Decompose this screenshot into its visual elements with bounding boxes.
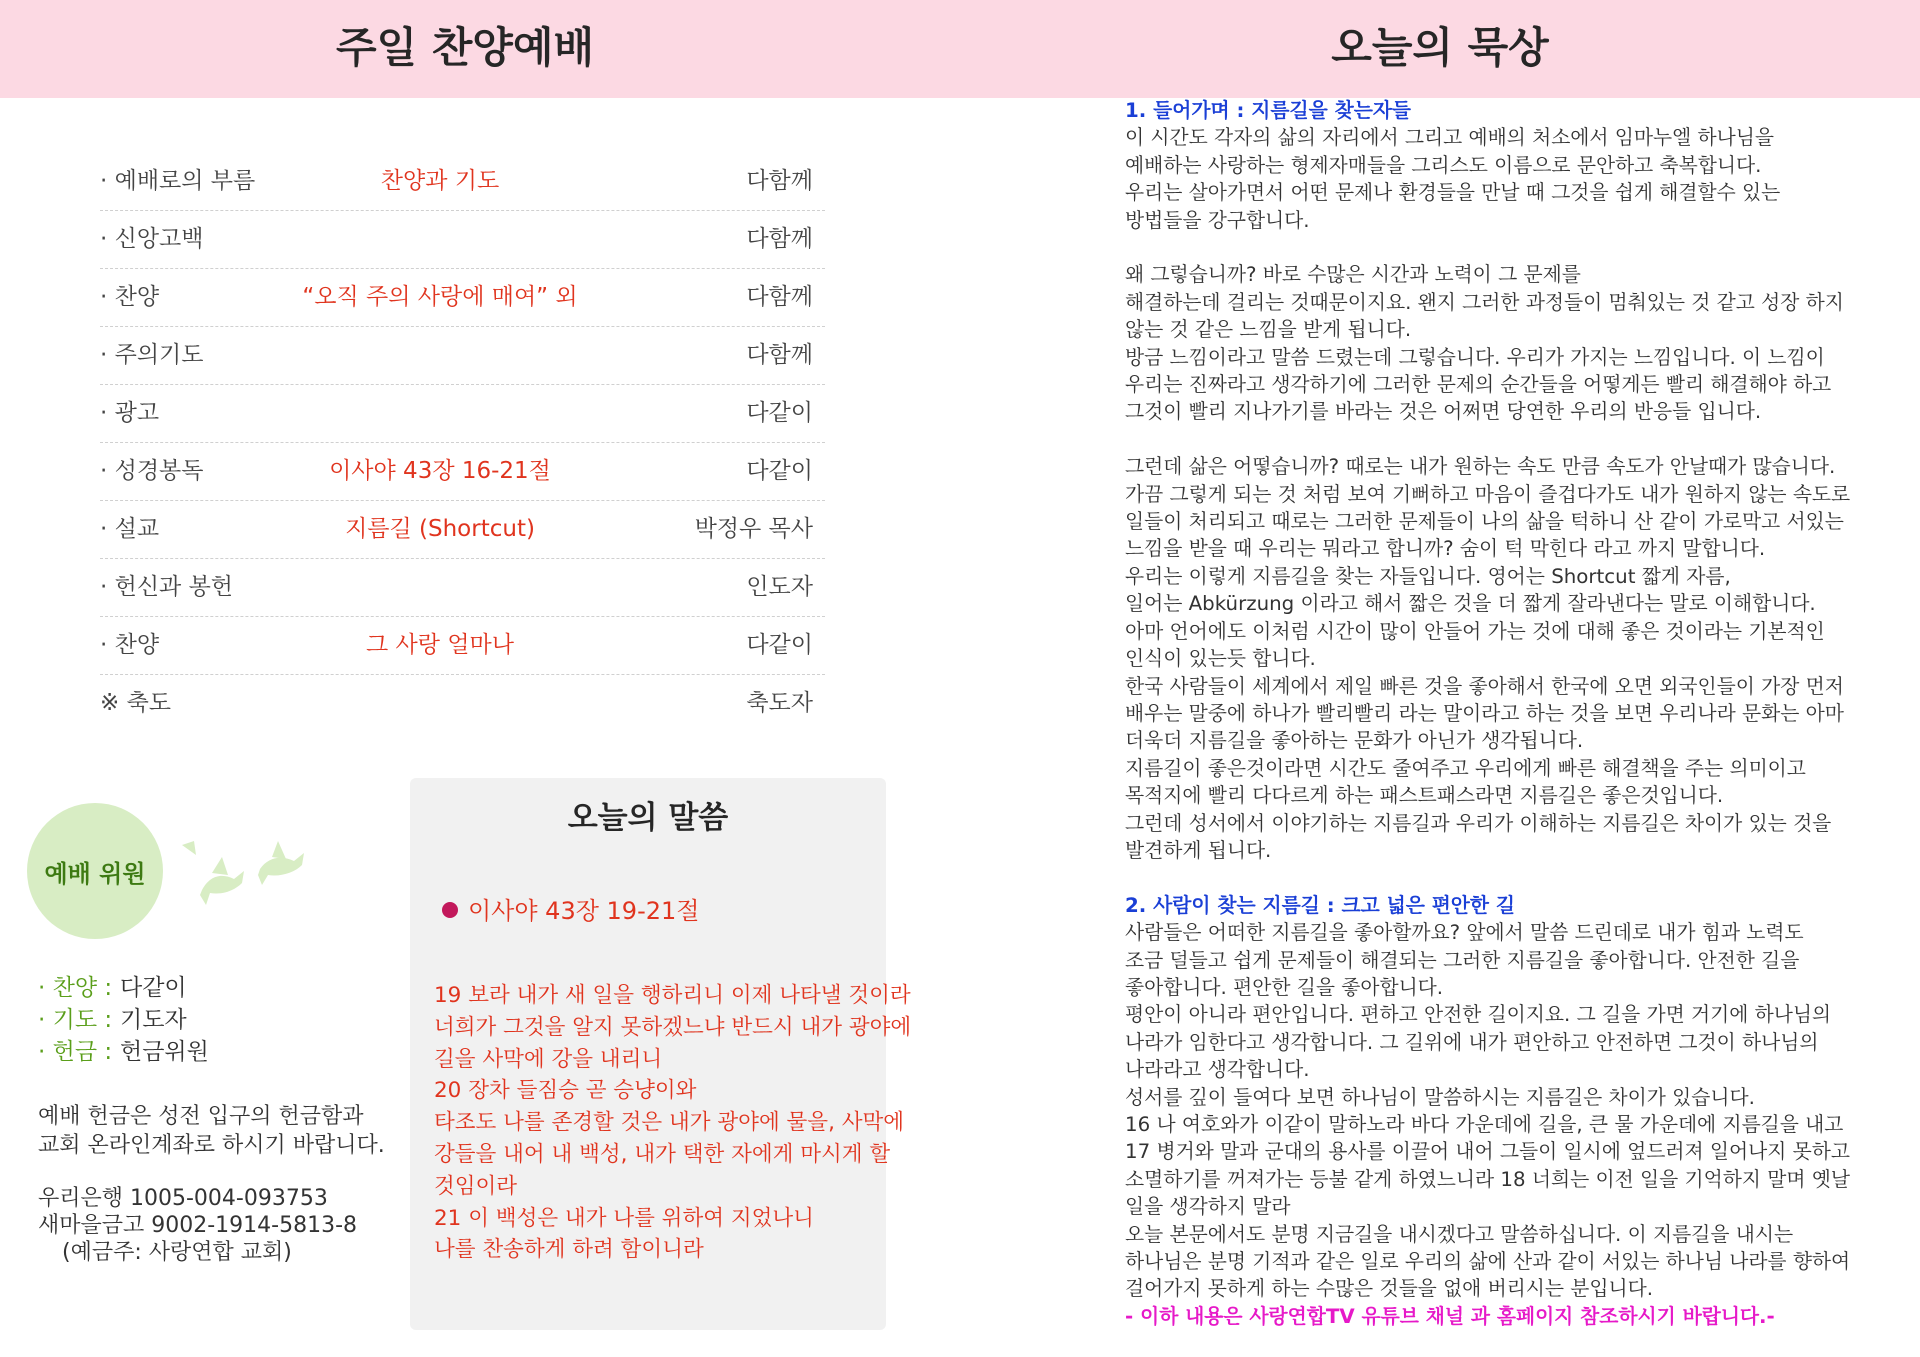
meditation-line: 사람들은 어떠한 지름길을 좋아할까요? 앞에서 말씀 드린데로 내가 힘과 노력도 xyxy=(1125,921,1804,945)
meditation-line: 나라가 임한다고 생각합니다. 그 길위에 내가 편안하고 안전하면 그것이 하나님의 xyxy=(1125,1030,1819,1054)
meditation-line: 일들이 처리되고 때로는 그러한 문제들이 나의 삶을 턱하니 산 같이 가로막고 서있는 xyxy=(1125,510,1844,534)
meditation-line: 17 병거와 말과 군대의 용사를 이끌어 내어 그들이 일시에 엎드러져 일어나지 못하고 xyxy=(1125,1140,1850,1164)
scripture-text xyxy=(434,980,911,1266)
meditation-heading: 1. 들어가며 : 지름길을 찾는자들 xyxy=(1125,99,1412,122)
committee-badge xyxy=(27,803,163,939)
meditation-line: 방법들을 강구합니다. xyxy=(1125,208,1310,232)
meditation-line: 인식이 있는듯 합니다. xyxy=(1125,647,1316,671)
order-detail: 이사야 43장 16-21절 xyxy=(329,458,551,484)
order-leader: 다함께 xyxy=(746,284,813,310)
meditation-line: 예배하는 사랑하는 형제자매들을 그리스도 이름으로 문안하고 축복합니다. xyxy=(1125,153,1762,177)
meditation-line: 하나님은 분명 기적과 같은 일로 우리의 삶에 산과 같이 서있는 하나님 나라를 향하여 xyxy=(1125,1250,1851,1274)
scripture-line: 너희가 그것을 알지 못하겠느냐 반드시 내가 광야에 xyxy=(434,1014,912,1040)
account-holder: (예금주: 사랑연합 교회) xyxy=(62,1240,292,1265)
scripture-line: 것임이라 xyxy=(434,1173,518,1199)
meditation-heading: 2. 사람이 찾는 지름길 : 크고 넓은 편안한 길 xyxy=(1125,893,1516,917)
meditation-line: 우리는 진짜라고 생각하기에 그러한 문제의 순간들을 어떻게든 빨리 해결해야 하고 xyxy=(1125,373,1832,397)
scripture-line: 21 이 백성은 내가 나를 위하여 지었나니 xyxy=(434,1205,814,1231)
order-detail: 지름길 (Shortcut) xyxy=(345,516,535,542)
order-item: · 예배로의 부름 xyxy=(100,168,256,194)
meditation-line: 한국 사람들이 세계에서 제일 빠른 것을 좋아해서 한국에 오면 외국인들이 가장 먼저 xyxy=(1125,674,1844,698)
order-item: ※ 축도 xyxy=(100,690,172,716)
meditation-line: 지름길이 좋은것이라면 시간도 줄여주고 우리에게 빠른 해결책을 주는 의미이고 xyxy=(1125,756,1806,780)
order-row xyxy=(100,675,825,732)
meditation-line: 오늘 본문에서도 분명 지금길을 내시겠다고 말씀하십니다. 이 지름길을 내시는 xyxy=(1125,1222,1794,1246)
order-row xyxy=(100,385,825,443)
committee-title: 예배 위원 xyxy=(44,859,146,888)
order-detail: 그 사랑 얼마나 xyxy=(366,632,514,658)
role-label: · 헌금 : xyxy=(38,1039,113,1065)
meditation-line: 16 나 여호와가 이같이 말하노라 바다 가운데에 길을, 큰 물 가운데에 지름길을 내고 xyxy=(1125,1112,1844,1136)
role-line xyxy=(38,1004,209,1036)
order-item: · 주의기도 xyxy=(100,342,204,368)
order-leader: 다같이 xyxy=(746,400,813,426)
meditation-line: 그것이 빨리 지나가기를 바라는 것은 어쩌면 당연한 우리의 반응들 입니다. xyxy=(1125,400,1762,424)
role-line xyxy=(38,1036,209,1068)
meditation-line: 가끔 그렇게 되는 것 처럼 보여 기뻐하고 마음이 즐겁다가도 내가 원하지 않는 속도로 xyxy=(1125,482,1851,506)
meditation-line: 목적지에 빨리 다다르게 하는 패스트패스라면 지름길은 좋은것입니다. xyxy=(1125,784,1724,808)
meditation-line: 우리는 살아가면서 어떤 문제나 환경들을 만날 때 그것을 쉽게 해결할수 있는 xyxy=(1125,181,1781,205)
worship-title: 주일 찬양예배 xyxy=(335,23,595,72)
paragraph-spacer xyxy=(1125,426,1895,453)
role-value: 헌금위원 xyxy=(120,1039,209,1065)
order-item: · 신앙고백 xyxy=(100,226,204,252)
order-row xyxy=(100,211,825,269)
meditation-line: 왜 그렇습니까? 바로 수많은 시간과 노력이 그 문제를 xyxy=(1125,263,1581,287)
scripture-line: 강들을 내어 내 백성, 내가 택한 자에게 마시게 할 xyxy=(434,1141,891,1167)
order-row xyxy=(100,559,825,617)
meditation-line: 나라라고 생각합니다. xyxy=(1125,1058,1310,1082)
bank-info xyxy=(38,1185,357,1266)
role-label: · 기도 : xyxy=(38,1007,113,1033)
paragraph-spacer xyxy=(1125,864,1895,891)
meditation-line: 성서를 깊이 들여다 보면 하나님이 말씀하시는 지름길은 차이가 있습니다. xyxy=(1125,1085,1755,1109)
scripture-line: 20 장차 들짐승 곧 승냥이와 xyxy=(434,1078,697,1104)
order-leader: 다함께 xyxy=(746,168,813,194)
meditation-line: 우리는 이렇게 지름길을 찾는 자들입니다. 영어는 Shortcut 짧게 자름, xyxy=(1125,564,1731,588)
meditation-line: 그런데 삶은 어떻습니까? 때로는 내가 원하는 속도 만큼 속도가 안날때가 많습니다. xyxy=(1125,455,1836,479)
meditation-line: 아마 언어에도 이처럼 시간이 많이 안들어 가는 것에 대해 좋은 것이라는 기본적인 xyxy=(1125,619,1825,643)
bank-account: 우리은행 1005-004-093753 xyxy=(38,1186,328,1211)
meditation-body xyxy=(1125,97,1895,1330)
order-detail: 찬양과 기도 xyxy=(380,168,500,194)
order-detail: “오직 주의 사랑에 매여” 외 xyxy=(302,284,578,310)
meditation-line: 그런데 성서에서 이야기하는 지름길과 우리가 이해하는 지름길은 차이가 있는 것을 xyxy=(1125,811,1832,835)
meditation-line: 소멸하기를 꺼져가는 등불 같게 하였느니라 18 너희는 이전 일을 기억하지 말며 옛날 xyxy=(1125,1167,1850,1191)
offering-note xyxy=(38,1102,385,1160)
offering-note-line: 예배 헌금은 성전 입구의 헌금함과 xyxy=(38,1104,364,1129)
meditation-line: 좋아합니다. 편안한 길을 좋아합니다. xyxy=(1125,975,1444,999)
order-row xyxy=(100,501,825,559)
order-leader: 박정우 목사 xyxy=(694,516,813,542)
order-item: · 찬양 xyxy=(100,284,160,310)
offering-note-line: 교회 온라인계좌로 하시기 바랍니다. xyxy=(38,1133,385,1158)
order-of-service xyxy=(100,153,825,732)
meditation-line: 조금 덜들고 쉽게 문제들이 해결되는 그러한 지름길을 좋아합니다. 안전한 길을 xyxy=(1125,948,1800,972)
meditation-line: 않는 것 같은 느낌을 받게 됩니다. xyxy=(1125,318,1412,342)
order-leader: 다함께 xyxy=(746,226,813,252)
order-leader: 축도자 xyxy=(746,690,813,716)
order-leader: 다함께 xyxy=(746,342,813,368)
meditation-line: 일을 생각하지 말라 xyxy=(1125,1195,1291,1219)
role-value: 다같이 xyxy=(120,975,187,1001)
order-row xyxy=(100,153,825,211)
meditation-line: 평안이 아니라 편안입니다. 편하고 안전한 길이지요. 그 길을 가면 거기에 하나님의 xyxy=(1125,1003,1832,1027)
paragraph-spacer xyxy=(1125,234,1895,261)
role-line xyxy=(38,972,209,1004)
order-leader: 다같이 xyxy=(746,458,813,484)
scripture-line: 길을 사막에 강을 내리니 xyxy=(434,1046,663,1072)
scripture-reference-text: 이사야 43장 19-21절 xyxy=(468,897,700,925)
role-value: 기도자 xyxy=(120,1007,187,1033)
meditation-footer: - 이하 내용은 사랑연합TV 유튜브 채널 과 홈페이지 참조하시기 바랍니다.- xyxy=(1125,1304,1775,1328)
bank-account: 새마을금고 9002-1914-5813-8 xyxy=(38,1213,358,1238)
order-item: · 광고 xyxy=(100,400,160,426)
meditation-line: 더욱더 지름길을 좋아하는 문화가 아닌가 생각됩니다. xyxy=(1125,729,1584,753)
meditation-line: 일어는 Abkürzung 이라고 해서 짧은 것을 더 짧게 잘라낸다는 말로 이해합니다. xyxy=(1125,592,1816,616)
meditation-line: 방금 느낌이라고 말씀 드렸는데 그렇습니다. 우리가 가지는 느낌입니다. 이 느낌이 xyxy=(1125,345,1825,369)
bullet-icon xyxy=(442,902,458,918)
scripture-reference xyxy=(442,891,699,926)
order-item: · 헌신과 봉헌 xyxy=(100,574,234,600)
todays-word-title: 오늘의 말씀 xyxy=(567,800,729,836)
scripture-line: 19 보라 내가 새 일을 행하리니 이제 나타낼 것이라 xyxy=(434,983,911,1008)
order-leader: 인도자 xyxy=(746,574,813,600)
meditation-line: 걸어가지 못하게 하는 수많은 것들을 없애 버리시는 분입니다. xyxy=(1125,1277,1654,1301)
order-item: · 찬양 xyxy=(100,632,160,658)
order-item: · 설교 xyxy=(100,516,160,542)
meditation-line: 느낌을 받을 때 우리는 뭐라고 합니까? 숨이 턱 막힌다 라고 까지 말합니다. xyxy=(1125,537,1766,561)
scripture-line: 타조도 나를 존경할 것은 내가 광야에 물을, 사막에 xyxy=(434,1110,905,1136)
meditation-line: 배우는 말중에 하나가 빨리빨리 라는 말이라고 하는 것을 보면 우리나라 문화는 아마 xyxy=(1125,701,1844,725)
meditation-line: 해결하는데 걸리는 것때문이지요. 왠지 그러한 과정들이 멈춰있는 것 같고 성장 하지 xyxy=(1125,290,1844,314)
meditation-line: 발견하게 됩니다. xyxy=(1125,838,1272,862)
order-row xyxy=(100,269,825,327)
order-row xyxy=(100,617,825,675)
order-row xyxy=(100,327,825,385)
role-label: · 찬양 : xyxy=(38,975,113,1001)
meditation-line: 이 시간도 각자의 삶의 자리에서 그리고 예배의 처소에서 임마누엘 하나님을 xyxy=(1125,126,1774,150)
order-leader: 다같이 xyxy=(746,632,813,658)
scripture-line: 나를 찬송하게 하려 함이니라 xyxy=(434,1237,704,1263)
meditation-title: 오늘의 묵상 xyxy=(1331,23,1549,72)
order-item: · 성경봉독 xyxy=(100,458,204,484)
committee-roles xyxy=(38,972,209,1068)
doves-icon xyxy=(172,835,312,919)
order-row xyxy=(100,443,825,501)
